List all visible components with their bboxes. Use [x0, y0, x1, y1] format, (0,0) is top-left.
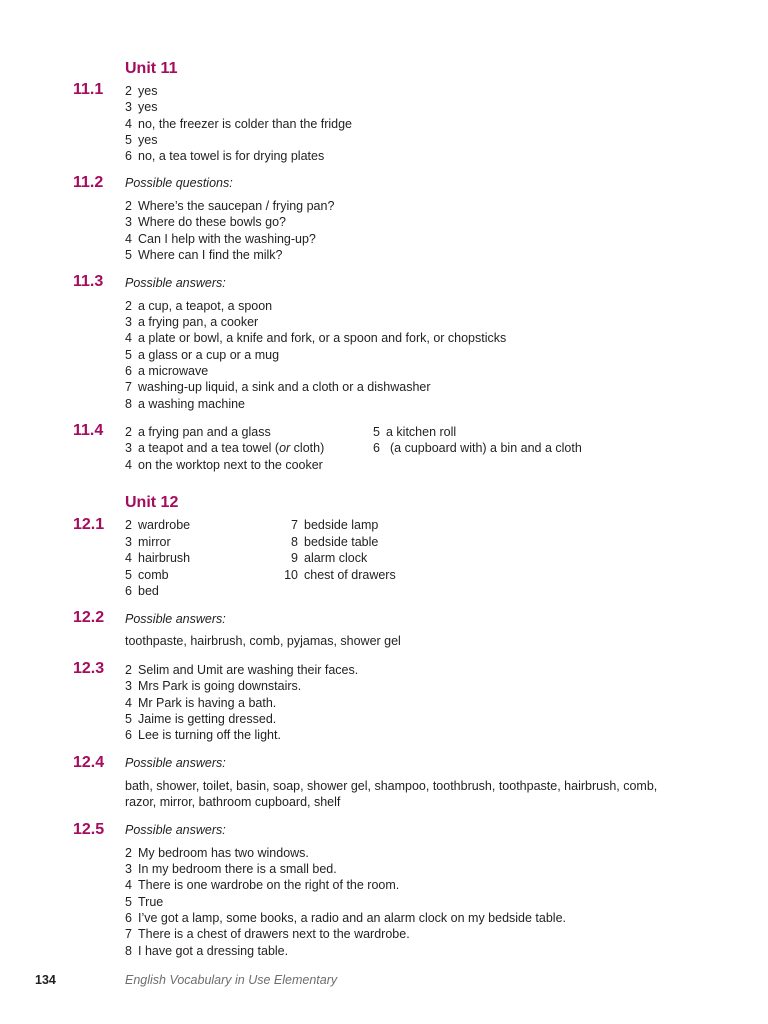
answer-item: 7 washing-up liquid, a sink and a cloth or a dishwasher	[125, 380, 431, 394]
answer-item: 6 Lee is turning off the light.	[125, 728, 281, 742]
answer-item: 2 Selim and Umit are washing their faces.	[125, 663, 359, 677]
answer-item: 6 (a cupboard with) a bin and a cloth	[373, 441, 582, 455]
answer-item: 2 a cup, a teapot, a spoon	[125, 299, 273, 313]
answer-item: 5 a kitchen roll	[373, 425, 457, 439]
answer-item: 8 bedside table	[291, 535, 379, 549]
answer-item: 3 In my bedroom there is a small bed.	[125, 862, 337, 876]
exercise-11-1-number: 11.1	[73, 81, 104, 98]
exercise-12-3-number: 12.3	[73, 660, 105, 677]
exercise-12-4-number: 12.4	[73, 754, 105, 771]
exercise-12-2-number: 12.2	[73, 609, 105, 626]
answer-item: 5 True	[125, 895, 164, 909]
unit-11-title: Unit 11	[125, 60, 178, 77]
answer-item: 8 I have got a dressing table.	[125, 944, 289, 958]
answer-item: 10 chest of drawers	[284, 568, 396, 582]
page-number: 134	[35, 973, 56, 987]
answer-item: 5 yes	[125, 133, 158, 147]
answer-item: 5 Where can I find the milk?	[125, 248, 283, 262]
answer-item: 9 alarm clock	[291, 551, 368, 565]
answer-item: 3 mirror	[125, 535, 171, 549]
answer-item: 6 bed	[125, 584, 159, 598]
answer-item: 4 Mr Park is having a bath.	[125, 696, 277, 710]
answer-item: 3 Where do these bowls go?	[125, 215, 287, 229]
exercise-11-2-number: 11.2	[73, 174, 104, 191]
answer-item: 5 comb	[125, 568, 169, 582]
answer-item: 4 a plate or bowl, a knife and fork, or a spoon and fork, or chopsticks	[125, 331, 507, 345]
exercise-12-5-number: 12.5	[73, 821, 105, 838]
answer-item: 5 Jaime is getting dressed.	[125, 712, 277, 726]
answer-item: 7 There is a chest of drawers next to the wardrobe.	[125, 927, 410, 941]
exercise-intro: Possible answers:	[125, 612, 226, 626]
answer-text: toothpaste, hairbrush, comb, pyjamas, shower gel	[125, 634, 401, 648]
answer-item: 7 bedside lamp	[291, 518, 379, 532]
exercise-intro: Possible answers:	[125, 756, 226, 770]
unit-12-title: Unit 12	[125, 494, 179, 511]
exercise-intro: Possible answers:	[125, 823, 226, 837]
answer-item: 3 a teapot and a tea towel (or cloth)	[125, 441, 325, 455]
answer-item: 4 hairbrush	[125, 551, 191, 565]
book-title: English Vocabulary in Use Elementary	[125, 973, 338, 987]
answer-item: 6 a microwave	[125, 364, 209, 378]
answer-text: razor, mirror, bathroom cupboard, shelf	[125, 795, 341, 809]
answer-item: 4 no, the freezer is colder than the fridge	[125, 117, 353, 131]
answer-item: 4 There is one wardrobe on the right of the room.	[125, 878, 400, 892]
answer-item: 6 I’ve got a lamp, some books, a radio and an alarm clock on my bedside table.	[125, 911, 567, 925]
answer-item: 8 a washing machine	[125, 397, 246, 411]
answer-text: bath, shower, toilet, basin, soap, shower gel, shampoo, toothbrush, toothpaste, hairbrush, comb,	[125, 779, 658, 793]
exercise-12-1-number: 12.1	[73, 516, 105, 533]
answer-item: 2 Where’s the saucepan / frying pan?	[125, 199, 335, 213]
answer-item: 5 a glass or a cup or a mug	[125, 348, 280, 362]
exercise-11-4-number: 11.4	[73, 422, 104, 439]
answer-item: 2 a frying pan and a glass	[125, 425, 271, 439]
exercise-intro: Possible questions:	[125, 176, 233, 190]
answer-item: 6 no, a tea towel is for drying plates	[125, 149, 325, 163]
answer-item: 2 My bedroom has two windows.	[125, 846, 309, 860]
answer-item: 3 yes	[125, 100, 158, 114]
answer-item: 4 on the worktop next to the cooker	[125, 458, 323, 472]
answer-item: 3 a frying pan, a cooker	[125, 315, 259, 329]
exercise-11-3-number: 11.3	[73, 273, 104, 290]
answer-item: 2 yes	[125, 84, 158, 98]
answer-item: 3 Mrs Park is going downstairs.	[125, 679, 302, 693]
exercise-intro: Possible answers:	[125, 276, 226, 290]
answer-item: 2 wardrobe	[125, 518, 191, 532]
answer-item: 4 Can I help with the washing-up?	[125, 232, 316, 246]
